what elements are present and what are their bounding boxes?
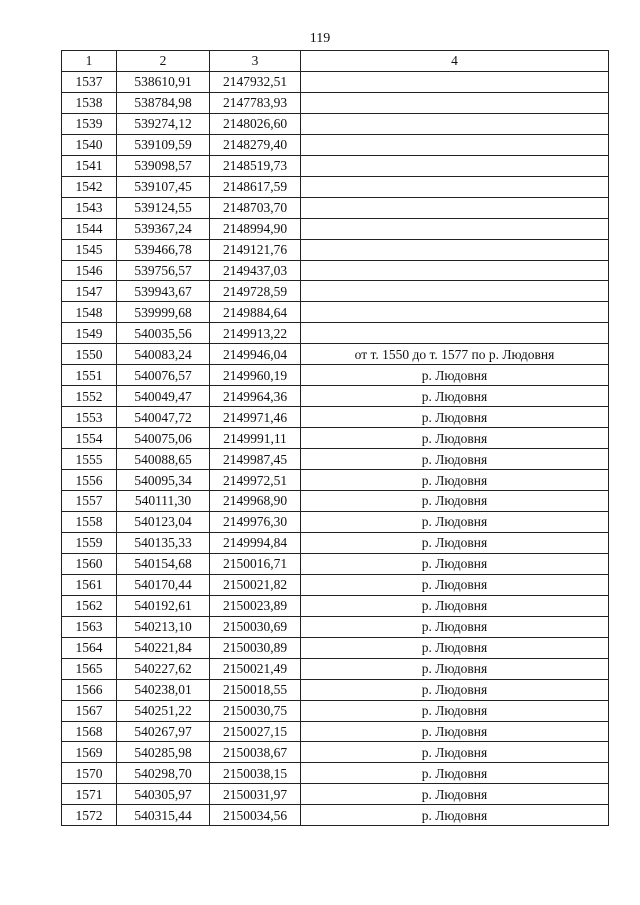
description-cell xyxy=(301,134,609,155)
column-header-1: 1 xyxy=(62,51,117,72)
table-row xyxy=(62,176,609,197)
point-number-cell: 1548 xyxy=(62,302,117,323)
table-row xyxy=(62,742,609,763)
x-coordinate-cell: 540227,62 xyxy=(117,658,210,679)
y-coordinate-cell: 2147932,51 xyxy=(210,71,301,92)
x-coordinate-cell: 540135,33 xyxy=(117,532,210,553)
table-row xyxy=(62,784,609,805)
table-row xyxy=(62,428,609,449)
y-coordinate-cell: 2149960,19 xyxy=(210,365,301,386)
table-row xyxy=(62,365,609,386)
table-row xyxy=(62,700,609,721)
x-coordinate-cell: 540251,22 xyxy=(117,700,210,721)
point-number-cell: 1544 xyxy=(62,218,117,239)
table-row xyxy=(62,721,609,742)
x-coordinate-cell: 540154,68 xyxy=(117,553,210,574)
table-row xyxy=(62,323,609,344)
table-row xyxy=(62,470,609,491)
description-cell xyxy=(301,155,609,176)
y-coordinate-cell: 2150021,82 xyxy=(210,574,301,595)
y-coordinate-cell: 2149437,03 xyxy=(210,260,301,281)
x-coordinate-cell: 540035,56 xyxy=(117,323,210,344)
y-coordinate-cell: 2150038,67 xyxy=(210,742,301,763)
description-cell: р. Людовня xyxy=(301,637,609,658)
y-coordinate-cell: 2149121,76 xyxy=(210,239,301,260)
x-coordinate-cell: 540221,84 xyxy=(117,637,210,658)
description-cell xyxy=(301,260,609,281)
description-cell: р. Людовня xyxy=(301,511,609,532)
y-coordinate-cell: 2148617,59 xyxy=(210,176,301,197)
description-cell: р. Людовня xyxy=(301,805,609,826)
column-header-3: 3 xyxy=(210,51,301,72)
description-cell xyxy=(301,197,609,218)
point-number-cell: 1550 xyxy=(62,344,117,365)
table-row xyxy=(62,239,609,260)
y-coordinate-cell: 2150027,15 xyxy=(210,721,301,742)
description-cell: р. Людовня xyxy=(301,784,609,805)
point-number-cell: 1566 xyxy=(62,679,117,700)
table-row xyxy=(62,197,609,218)
x-coordinate-cell: 540238,01 xyxy=(117,679,210,700)
y-coordinate-cell: 2149946,04 xyxy=(210,344,301,365)
table-row xyxy=(62,449,609,470)
description-cell: р. Людовня xyxy=(301,595,609,616)
y-coordinate-cell: 2149972,51 xyxy=(210,470,301,491)
point-number-cell: 1572 xyxy=(62,805,117,826)
y-coordinate-cell: 2148994,90 xyxy=(210,218,301,239)
point-number-cell: 1564 xyxy=(62,637,117,658)
point-number-cell: 1569 xyxy=(62,742,117,763)
point-number-cell: 1561 xyxy=(62,574,117,595)
point-number-cell: 1558 xyxy=(62,511,117,532)
column-header-2: 2 xyxy=(117,51,210,72)
point-number-cell: 1551 xyxy=(62,365,117,386)
table-row xyxy=(62,595,609,616)
description-cell xyxy=(301,71,609,92)
x-coordinate-cell: 540111,30 xyxy=(117,491,210,512)
description-cell: р. Людовня xyxy=(301,386,609,407)
description-cell: р. Людовня xyxy=(301,470,609,491)
point-number-cell: 1565 xyxy=(62,658,117,679)
table-row xyxy=(62,658,609,679)
point-number-cell: 1549 xyxy=(62,323,117,344)
y-coordinate-cell: 2149971,46 xyxy=(210,407,301,428)
x-coordinate-cell: 539466,78 xyxy=(117,239,210,260)
point-number-cell: 1559 xyxy=(62,532,117,553)
point-number-cell: 1563 xyxy=(62,616,117,637)
description-cell xyxy=(301,113,609,134)
description-cell xyxy=(301,218,609,239)
description-cell xyxy=(301,323,609,344)
x-coordinate-cell: 539999,68 xyxy=(117,302,210,323)
table-row xyxy=(62,113,609,134)
table-row xyxy=(62,574,609,595)
point-number-cell: 1541 xyxy=(62,155,117,176)
page-number: 119 xyxy=(309,31,331,46)
x-coordinate-cell: 540267,97 xyxy=(117,721,210,742)
y-coordinate-cell: 2150030,75 xyxy=(210,700,301,721)
y-coordinate-cell: 2150030,89 xyxy=(210,637,301,658)
y-coordinate-cell: 2149964,36 xyxy=(210,386,301,407)
description-cell: р. Людовня xyxy=(301,407,609,428)
y-coordinate-cell: 2150023,89 xyxy=(210,595,301,616)
x-coordinate-cell: 538610,91 xyxy=(117,71,210,92)
description-cell: р. Людовня xyxy=(301,742,609,763)
x-coordinate-cell: 539109,59 xyxy=(117,134,210,155)
description-cell: р. Людовня xyxy=(301,679,609,700)
point-number-cell: 1555 xyxy=(62,449,117,470)
point-number-cell: 1546 xyxy=(62,260,117,281)
point-number-cell: 1542 xyxy=(62,176,117,197)
x-coordinate-cell: 538784,98 xyxy=(117,92,210,113)
y-coordinate-cell: 2148026,60 xyxy=(210,113,301,134)
table-row xyxy=(62,71,609,92)
point-number-cell: 1553 xyxy=(62,407,117,428)
y-coordinate-cell: 2150038,15 xyxy=(210,763,301,784)
point-number-cell: 1552 xyxy=(62,386,117,407)
x-coordinate-cell: 539274,12 xyxy=(117,113,210,134)
y-coordinate-cell: 2148519,73 xyxy=(210,155,301,176)
description-cell: р. Людовня xyxy=(301,491,609,512)
y-coordinate-cell: 2148703,70 xyxy=(210,197,301,218)
table-row xyxy=(62,386,609,407)
table-row xyxy=(62,92,609,113)
y-coordinate-cell: 2149968,90 xyxy=(210,491,301,512)
description-cell: р. Людовня xyxy=(301,721,609,742)
description-cell xyxy=(301,92,609,113)
coordinates-table xyxy=(61,50,609,826)
point-number-cell: 1570 xyxy=(62,763,117,784)
description-cell: р. Людовня xyxy=(301,700,609,721)
point-number-cell: 1547 xyxy=(62,281,117,302)
x-coordinate-cell: 539124,55 xyxy=(117,197,210,218)
y-coordinate-cell: 2150021,49 xyxy=(210,658,301,679)
x-coordinate-cell: 540298,70 xyxy=(117,763,210,784)
x-coordinate-cell: 540095,34 xyxy=(117,470,210,491)
description-cell xyxy=(301,302,609,323)
table-row xyxy=(62,281,609,302)
table-row xyxy=(62,218,609,239)
point-number-cell: 1568 xyxy=(62,721,117,742)
point-number-cell: 1571 xyxy=(62,784,117,805)
x-coordinate-cell: 540305,97 xyxy=(117,784,210,805)
description-cell: р. Людовня xyxy=(301,763,609,784)
table-row xyxy=(62,679,609,700)
description-cell: от т. 1550 до т. 1577 по р. Людовня xyxy=(301,344,609,365)
table-row xyxy=(62,553,609,574)
table-row xyxy=(62,637,609,658)
y-coordinate-cell: 2147783,93 xyxy=(210,92,301,113)
point-number-cell: 1557 xyxy=(62,491,117,512)
point-number-cell: 1560 xyxy=(62,553,117,574)
description-cell: р. Людовня xyxy=(301,449,609,470)
point-number-cell: 1554 xyxy=(62,428,117,449)
table-row xyxy=(62,532,609,553)
table-row xyxy=(62,260,609,281)
x-coordinate-cell: 540170,44 xyxy=(117,574,210,595)
table-row xyxy=(62,344,609,365)
table-row xyxy=(62,134,609,155)
x-coordinate-cell: 540075,06 xyxy=(117,428,210,449)
y-coordinate-cell: 2150030,69 xyxy=(210,616,301,637)
table-body xyxy=(62,71,609,825)
x-coordinate-cell: 540076,57 xyxy=(117,365,210,386)
point-number-cell: 1556 xyxy=(62,470,117,491)
y-coordinate-cell: 2150018,55 xyxy=(210,679,301,700)
y-coordinate-cell: 2150016,71 xyxy=(210,553,301,574)
x-coordinate-cell: 540088,65 xyxy=(117,449,210,470)
description-cell: р. Людовня xyxy=(301,658,609,679)
x-coordinate-cell: 539943,67 xyxy=(117,281,210,302)
y-coordinate-cell: 2148279,40 xyxy=(210,134,301,155)
y-coordinate-cell: 2149987,45 xyxy=(210,449,301,470)
description-cell: р. Людовня xyxy=(301,553,609,574)
x-coordinate-cell: 539367,24 xyxy=(117,218,210,239)
y-coordinate-cell: 2149728,59 xyxy=(210,281,301,302)
point-number-cell: 1567 xyxy=(62,700,117,721)
description-cell: р. Людовня xyxy=(301,428,609,449)
x-coordinate-cell: 540083,24 xyxy=(117,344,210,365)
x-coordinate-cell: 539756,57 xyxy=(117,260,210,281)
y-coordinate-cell: 2149994,84 xyxy=(210,532,301,553)
y-coordinate-cell: 2150031,97 xyxy=(210,784,301,805)
description-cell: р. Людовня xyxy=(301,365,609,386)
x-coordinate-cell: 540123,04 xyxy=(117,511,210,532)
table-row xyxy=(62,763,609,784)
description-cell: р. Людовня xyxy=(301,574,609,595)
x-coordinate-cell: 540285,98 xyxy=(117,742,210,763)
table-row xyxy=(62,155,609,176)
x-coordinate-cell: 540315,44 xyxy=(117,805,210,826)
x-coordinate-cell: 539107,45 xyxy=(117,176,210,197)
x-coordinate-cell: 539098,57 xyxy=(117,155,210,176)
y-coordinate-cell: 2149913,22 xyxy=(210,323,301,344)
description-cell: р. Людовня xyxy=(301,616,609,637)
point-number-cell: 1537 xyxy=(62,71,117,92)
y-coordinate-cell: 2150034,56 xyxy=(210,805,301,826)
x-coordinate-cell: 540192,61 xyxy=(117,595,210,616)
table-row xyxy=(62,491,609,512)
point-number-cell: 1545 xyxy=(62,239,117,260)
point-number-cell: 1562 xyxy=(62,595,117,616)
table-header-row xyxy=(62,51,609,72)
x-coordinate-cell: 540049,47 xyxy=(117,386,210,407)
point-number-cell: 1543 xyxy=(62,197,117,218)
y-coordinate-cell: 2149991,11 xyxy=(210,428,301,449)
table-row xyxy=(62,407,609,428)
y-coordinate-cell: 2149976,30 xyxy=(210,511,301,532)
column-header-4: 4 xyxy=(301,51,609,72)
y-coordinate-cell: 2149884,64 xyxy=(210,302,301,323)
description-cell xyxy=(301,176,609,197)
x-coordinate-cell: 540213,10 xyxy=(117,616,210,637)
point-number-cell: 1540 xyxy=(62,134,117,155)
table-row xyxy=(62,616,609,637)
description-cell: р. Людовня xyxy=(301,532,609,553)
point-number-cell: 1538 xyxy=(62,92,117,113)
table-row xyxy=(62,302,609,323)
point-number-cell: 1539 xyxy=(62,113,117,134)
x-coordinate-cell: 540047,72 xyxy=(117,407,210,428)
description-cell xyxy=(301,281,609,302)
description-cell xyxy=(301,239,609,260)
table-row xyxy=(62,511,609,532)
table-row xyxy=(62,805,609,826)
